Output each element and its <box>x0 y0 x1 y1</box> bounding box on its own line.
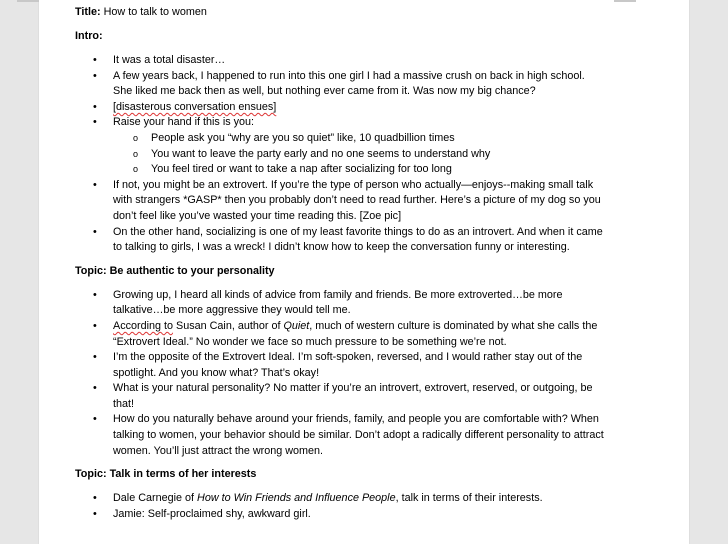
list-item: • Growing up, I heard all kinds of advice from family and friends. Be more extroverted…be more talkative…be more aggressive they would tell me. <box>75 288 605 319</box>
document-body[interactable] <box>75 5 605 522</box>
list-item: • According to Susan Cain, author of Quiet, much of western culture is dominated by what she calls the “Extrovert Ideal.” No wonder we face so much pressure to be something we’re not. <box>75 319 605 350</box>
topic2-heading: Topic: Talk in terms of her interests <box>75 468 257 481</box>
list-item: • It was a total disaster… <box>75 53 605 69</box>
title-line <box>75 5 605 29</box>
list-item: • Raise your hand if this is you: o People ask you “why are you so quiet” like, 10 quadbillion times o You want to leave the party early and no one seems to understand why o You feel tired or want to take a nap after socializing for too long <box>75 115 605 177</box>
topic1-heading: Topic: Be authentic to your personality <box>75 264 275 277</box>
list-item: • What is your natural personality? No matter if you’re an introvert, extrovert, reserved, or outgoing, be that! <box>75 381 605 412</box>
sublist-item: o You want to leave the party early and no one seems to understand why <box>75 147 605 163</box>
list-item: • A few years back, I happened to run into this one girl I had a massive crush on back in high school. She liked me back then as well, but nothing ever came from it. Was now my big chance? <box>75 69 605 100</box>
margin-marker-right <box>614 0 636 2</box>
title-label: Title: <box>75 6 101 18</box>
list-item: • On the other hand, socializing is one of my least favorite things to do as an introvert. And when it came to talking to girls, I was a wreck! I didn’t know how to keep the conversation funny or interesting. <box>75 225 605 256</box>
list-item: • Dale Carnegie of How to Win Friends and Influence People, talk in terms of their interests. <box>75 491 605 507</box>
sublist-item: o People ask you “why are you so quiet” like, 10 quadbillion times <box>75 131 605 147</box>
list-item: • If not, you might be an extrovert. If you’re the type of person who actually—enjoys--making small talk with strangers *GASP* then you probably don’t need to read further. Here’s a picture of my dog so you don’t feel like you’ve wasted your time reading this. [Zoe pic] <box>75 178 605 225</box>
list-item: • Jamie: Self-proclaimed shy, awkward girl. <box>75 507 605 523</box>
topic1-list <box>75 288 605 460</box>
title-text: How to talk to women <box>103 6 207 18</box>
intro-sublist <box>113 131 605 178</box>
intro-heading: Intro: <box>75 30 103 42</box>
margin-marker-left <box>17 0 39 2</box>
topic2-list <box>75 491 605 522</box>
list-item: • [disasterous conversation ensues] <box>75 100 605 116</box>
sublist-item: o You feel tired or want to take a nap after socializing for too long <box>75 162 605 178</box>
intro-list <box>75 53 605 256</box>
list-item: • I’m the opposite of the Extrovert Ideal. I’m soft-spoken, reversed, and I would rather stay out of the spotlight. And you know what? That’s okay! <box>75 350 605 381</box>
list-item: • How do you naturally behave around your friends, family, and people you are comfortable with? When talking to women, your behavior should be similar. Don’t adopt a radically different personality to attract women. You’ll just attract the wrong women. <box>75 412 605 459</box>
